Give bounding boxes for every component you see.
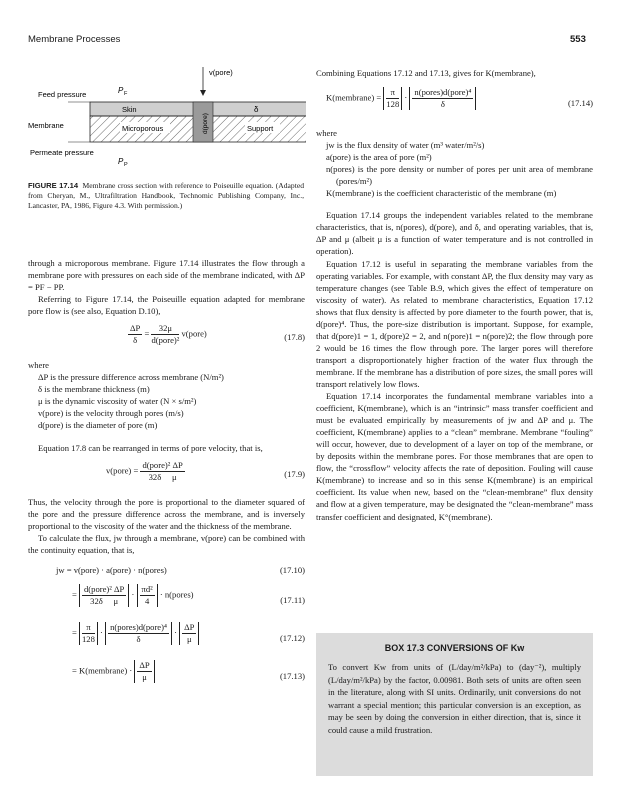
left-column: through a microporous membrane. Figure 17.14 illustrates the flow through a membrane pore with pressures on each side of the membrane indicated, with ΔP = PF − PP. Referring to Figure 17.14, the Poiseuille equation adapted for membrane pore flow is (see also, Equation D.10), $\frac{\Delta P}{\delta}$ = $\frac{32\mu}{\text{d(pore)²}}$ v(pore) (17.8) where ΔP is the pressure difference across membrane (N/m²) δ is the membrane thickness (m) μ is the dynamic viscosity of water (N × s/m²) v(pore) is the velocity through pores (m/s) d(pore) is the diameter of pore (m) Equation 17.8 can be rearranged in terms of pore velocity, that is, v(pore) = $\frac{\text{d(pore)² ΔP}}{\text{32δ μ}}$ (17.9) Thus, the velocity through the pore is proportional to the diameter squared of the pore and the pressure difference across the membrane, and is inversely proportional to the viscosity of the water and the thickness of the membrane. To calculate the flux, jw through a membrane, v(pore) can be combined with the continuity equation, that is, jw = v(pore) · a(pore) · n(pores) (17.10) = $\frac{\text{d(pore)² ΔP}}{\text{32δ μ}}$ · $\frac{\text{πd²}}{4}$ · n(pores) (17.11) = $\frac{\pi}{128}$ · $\frac{\text{n(pores)d(pore)⁴}}{\delta}$ · $\frac{\Delta P}{\mu}$ (17.12) = K(membrane) · $\frac{\Delta P}{\mu}$ (17.13) bbox=[28, 257, 305, 694]
label-membrane: Membrane bbox=[28, 121, 64, 130]
running-header: Membrane Processes bbox=[28, 34, 121, 45]
svg-text:Support: Support bbox=[247, 124, 274, 133]
svg-text:F: F bbox=[124, 91, 128, 97]
equation-17-8: $\frac{\Delta P}{\delta}$ = $\frac{32\mu}{\text{d(pore)²}}$ v(pore) (17.8) bbox=[130, 323, 305, 346]
right-paragraph-4: Equation 17.14 incorporates the fundamental membrane variables into a coefficient, K(membrane), which is an “intrinsic” mass transfer coefficient and must be evaluated empirically by measurements of jw and ΔP and μ. The coefficient, K(membrane) applies to a “clean” membrane. Membrane “fouling” will occur, however, due to development of a layer on top of the membrane, or by deposits within the membrane pores. For those membranes that are open to flow, the “crossflow” velocity affects the rate of deposition. Fouling will cause K(membrane) to increase and so in this sense K(membrane) is an empirical coefficient. Its value when new, based on the “clean-membrane” flux density and flow at a given temperature, may be designated the “clean-membrane” mass transfer coefficient and designated, K°(membrane). bbox=[316, 391, 593, 522]
svg-text:δ: δ bbox=[254, 105, 259, 114]
svg-text:Microporous: Microporous bbox=[122, 124, 164, 133]
box-17-3 bbox=[316, 633, 593, 776]
label-feed-pressure: Feed pressure bbox=[38, 90, 87, 99]
def-delta-p: ΔP is the pressure difference across membrane (N/m²) bbox=[38, 372, 224, 383]
label-v-pore: v(pore) bbox=[209, 68, 233, 77]
right-column: Combining Equations 17.12 and 17.13, gives for K(membrane), K(membrane) = $\frac{\pi}{128}$ · $\frac{\text{n(pores)d(pore)⁴}}{\delta}$ (17.14) where jw is the flux density of water (m³ water/m²/s) a(pore) is the area of pore (m²) n(pores) is the pore density or number of pores per unit area of membrane (pores/m²) K(membrane) is the coefficient characteristic of the membrane (m) Equation 17.14 groups the independent variables related to the membrane characteristics, that is, n(pores), d(pore), and δ, and operating variables, that is, ΔP and μ (albeit μ is a function of water temperature and is not controlled in operation). Equation 17.12 is useful in separating the membrane variables from the operating variables. For example, with constant ΔP, the flux density may vary as temperature changes (see Table B.9, which gives the effect of temperature on viscosity of water). As related to membrane characteristics, Equation 17.12 shows that flux density is affected by pore diameter to the fourth power, that is, d(pore)⁴. Thus, the pore-size distribution is important. Suppose, for example, that d(pore)1 = 1, d(pore)2 = 2, and n(pore)1 = n(pore)2; the flow through pore 2 would be 16 times the flow through pore. The larger pores will therefore transport a disproportionately higher fraction of the water flux through the membrane. If the membrane has a distribution of pore sizes, the small pores will transport relatively low flows. Equation 17.14 incorporates the fundamental membrane variables into a coefficient, K(membrane), which is an “intrinsic” mass transfer coefficient and must be evaluated empirically by measurements of jw and ΔP and μ. The coefficient, K(membrane) applies to a “clean” membrane. Membrane “fouling” will occur, however, due to development of a layer on top of the membrane, or by deposits within the membrane pores. For those membranes that are open to flow, the “crossflow” velocity affects the rate of deposition. Fouling will cause K(membrane) to increase and so in this sense K(membrane) is an empirical coefficient. Its value when new, based on the “clean-membrane” flux density and flow at a given temperature, may be designated the “clean-membrane” mass transfer coefficient and designated, K°(membrane). bbox=[316, 68, 593, 522]
right-paragraph-3: Equation 17.12 is useful in separating the membrane variables from the operating variables. For example, with constant ΔP, the flux density may vary as temperature changes (see Table B.9, which gives the effect of temperature on viscosity of water). As related to membrane characteristics, Equation 17.12 shows that flux density is affected by pore diameter to the fourth power, that is, d(pore)⁴. Thus, the pore-size distribution is important. Suppose, for example, that d(pore)1 = 1, d(pore)2 = 2, and n(pore)1 = n(pore)2; the flow through pore 2 would be 16 times the flow through pore. The larger pores will therefore transport a disproportionately higher fraction of the water flux through the membrane. If the membrane has a distribution of pore sizes, the small pores will transport relatively low flows. bbox=[316, 258, 593, 389]
equation-17-11: = $\frac{\text{d(pore)² ΔP}}{\text{32δ μ}}$ · $\frac{\text{πd²}}{4}$ · n(pores) (17.11) bbox=[72, 583, 305, 606]
right-paragraph-1: Combining Equations 17.12 and 17.13, gives for K(membrane), bbox=[316, 68, 536, 78]
equation-17-14: K(membrane) = $\frac{\pi}{128}$ · $\frac{\text{n(pores)d(pore)⁴}}{\delta}$ (17.14) bbox=[326, 87, 593, 110]
membrane-figure bbox=[28, 62, 306, 172]
label-permeate-pressure: Permeate pressure bbox=[30, 148, 94, 157]
svg-text:d(pore): d(pore) bbox=[202, 113, 209, 134]
left-paragraph-3: Equation 17.8 can be rearranged in terms of pore velocity, that is, bbox=[38, 442, 263, 453]
equation-17-10: jw = v(pore) · a(pore) · n(pores) (17.10) bbox=[56, 564, 305, 575]
svg-text:Skin: Skin bbox=[122, 105, 137, 114]
left-paragraph-1: through a microporous membrane. Figure 17.14 illustrates the flow through a membrane pore with pressures on each side of the membrane indicated, with ΔP = PF − PP. bbox=[28, 258, 305, 293]
left-paragraph-5: To calculate the flux, jw through a membrane, v(pore) can be combined with the continuity equation, that is, bbox=[28, 532, 305, 555]
box-title: BOX 17.3 CONVERSIONS OF Kw bbox=[384, 643, 525, 653]
equation-17-9: v(pore) = $\frac{\text{d(pore)² ΔP}}{\text{32δ μ}}$ (17.9) bbox=[106, 459, 305, 482]
left-paragraph-2: Referring to Figure 17.14, the Poiseuille equation adapted for membrane pore flow is (see also, Equation D.10), bbox=[28, 294, 305, 317]
svg-text:P: P bbox=[118, 157, 124, 166]
figure-caption: FIGURE 17.14 Membrane cross section with reference to Poiseuille equation. (Adapted from Cheryan, M., Ultrafiltration Handbook, Technomic Publishing Company, Inc., Lancaster, PA, 1986, Figure 4.3. With permission.) bbox=[28, 181, 305, 210]
svg-text:P: P bbox=[118, 86, 124, 95]
box-text: To convert Kw from units of (L/day/m²/kPa) to (day⁻²), multiply (L/day/m²/kPa) by the factor, 0.00981. Both sets of units are often seen in the literature, along with SI units. Ordinarily, unit conversions do not warrant a special mention; this particular conversion is an exception, as may be seen by doing the conversion in either direction, that is, since it could cause a mild frustration. bbox=[328, 662, 581, 735]
equation-17-12: = $\frac{\pi}{128}$ · $\frac{\text{n(pores)d(pore)⁴}}{\delta}$ · $\frac{\Delta P}{\mu}$ (17.12) bbox=[72, 621, 305, 644]
page-number: 553 bbox=[570, 34, 586, 45]
svg-text:P: P bbox=[124, 162, 128, 168]
right-paragraph-2: Equation 17.14 groups the independent variables related to the membrane characteristics, that is, n(pores), d(pore), and δ, and operating variables, that is, ΔP and μ (albeit μ is a function of water temperature and is not controlled in operation). bbox=[316, 210, 593, 257]
left-paragraph-4: Thus, the velocity through the pore is proportional to the diameter squared of the pore and the pressure difference across the membrane, and is inversely proportional to the viscosity of the water and the thickness of the membrane. bbox=[28, 496, 305, 531]
equation-17-13: = K(membrane) · $\frac{\Delta P}{\mu}$ (17.13) bbox=[72, 659, 305, 682]
